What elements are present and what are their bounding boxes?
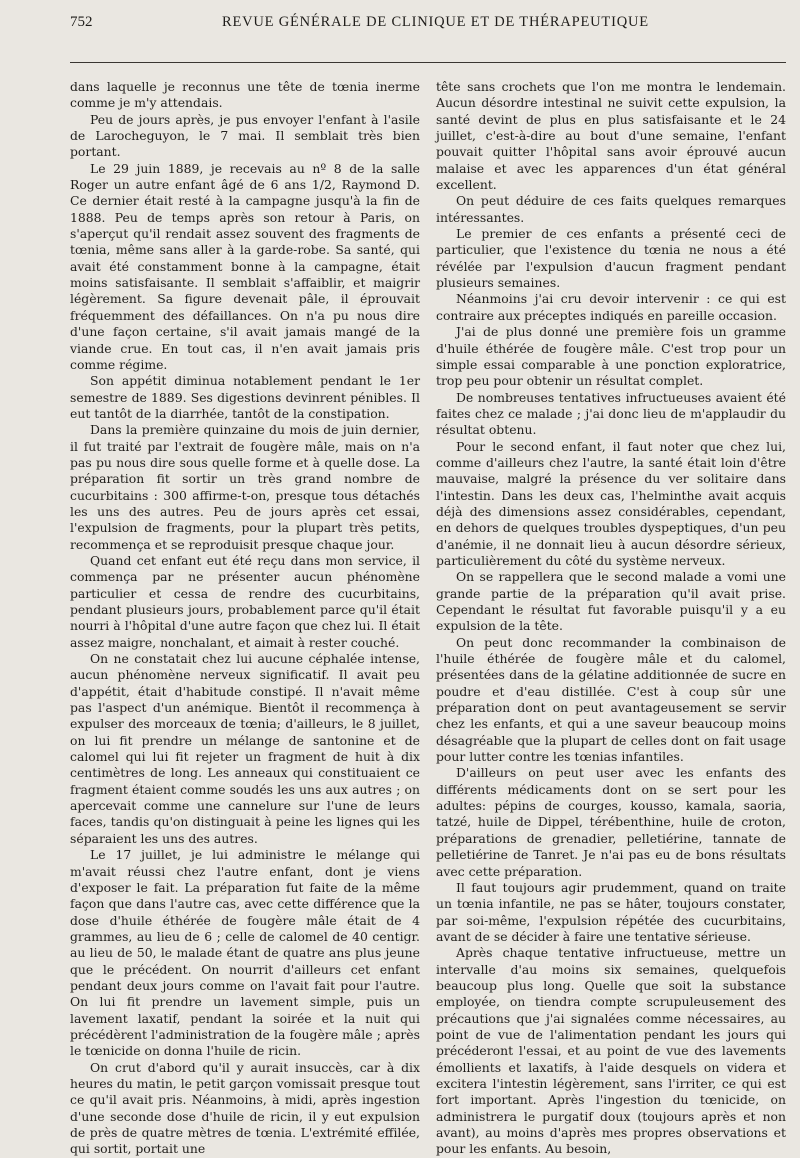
right-column bbox=[432, 79, 786, 1158]
paragraph: On peut déduire de ces faits quelques remarques intéressantes. bbox=[436, 193, 786, 225]
paragraph: Peu de jours après, je pus envoyer l'enfant à l'asile de Larocheguyon, le 7 mai. Il semblait très bien portant. bbox=[70, 111, 420, 160]
paragraph: Le 17 juillet, je lui administre le mélange qui m'avait réussi chez l'autre enfant, dont je viens d'exposer le fait. La préparation fut faite de la même façon que dans l'autre cas, avec cette différence que la dose d'huile éthérée de fougère mâle était de 4 grammes, au lieu de 6 ; celle de calomel de 40 centigr. au lieu de 50, le malade étant de quatre ans plus jeune que le précédent. On nourrit d'ailleurs cet enfant pendant deux jours comme on l'avait fait pour l'autre. On lui fit prendre un lavement simple, puis un lavement laxatif, pendant la soirée et la nuit qui précédèrent l'administration de la fougère mâle ; après le tœnicide on donna l'huile de ricin. bbox=[70, 847, 420, 1059]
paragraph: tête sans crochets que l'on me montra le lendemain. Aucun désordre intestinal ne suivit cette expulsion, la santé devint de plus en plus satisfaisante et le 24 juillet, c'est-à-dire au bout d'une semaine, l'enfant pouvait quitter l'hôpital sans avoir éprouvé aucun malaise et avec les apparences d'un état général excellent. bbox=[436, 79, 786, 193]
header-rule bbox=[70, 62, 786, 63]
paragraph: On se rappellera que le second malade a vomi une grande partie de la préparation qu'il avait prise. Cependant le résultat fut favorable puisqu'il y a eu expulsion de la tête. bbox=[436, 569, 786, 634]
paragraph: De nombreuses tentatives infructueuses avaient été faites chez ce malade ; j'ai donc lieu de m'applaudir du résultat obtenu. bbox=[436, 389, 786, 438]
paragraph: dans laquelle je reconnus une tête de tœnia inerme comme je m'y attendais. bbox=[70, 79, 420, 111]
paragraph: D'ailleurs on peut user avec les enfants des différents médicaments dont on se sert pour les adultes: pépins de courges, kousso, kamala, saoria, tatzé, huile de Dippel, térébenthine, huile de croton, préparations de grenadier, pelletiérine, tannate de pelletiérine de Tanret. Je n'ai pas eu de bons résultats avec cette préparation. bbox=[436, 765, 786, 879]
paragraph: Après chaque tentative infructueuse, mettre un intervalle d'au moins six semaines, quelquefois beaucoup plus long. Quelle que soit la substance employée, on tiendra compte scrupuleusement des précautions que j'ai signalées comme nécessaires, au point de vue de l'alimentation pendant les jours qui précéderont l'essai, et au point de vue des lavements émollients et laxatifs, à l'aide desquels on videra et excitera l'intestin légèrement, sans l'irriter, ce qui est fort important. Après l'ingestion du tœnicide, on administrera le purgatif doux (toujours après et non avant), au moins d'après mes propres observations et pour les enfants. Au besoin, bbox=[436, 945, 786, 1157]
paragraph: Il faut toujours agir prudemment, quand on traite un tœnia infantile, ne pas se hâter, toujours constater, par soi-même, l'expulsion répétée des cucurbitains, avant de se décider à faire une tentative sérieuse. bbox=[436, 879, 786, 944]
paragraph: Le premier de ces enfants a présenté ceci de particulier, que l'existence du tœnia ne nous a été révélée par l'expulsion d'aucun fragment pendant plusieurs semaines. bbox=[436, 226, 786, 291]
paragraph: J'ai de plus donné une première fois un gramme d'huile éthérée de fougère mâle. C'est trop pour un simple essai comparable à une ponction exploratrice, trop peu pour obtenir un résultat complet. bbox=[436, 324, 786, 389]
page-number: 752 bbox=[70, 14, 93, 30]
paragraph: Pour le second enfant, il faut noter que chez lui, comme d'ailleurs chez l'autre, la santé était loin d'être mauvaise, malgré la présence du ver solitaire dans l'intestin. Dans les deux cas, l'helminthe avait acquis déjà des dimensions assez considérables, cependant, en dehors de quelques troubles dyspeptiques, d'un peu d'anémie, il ne donnait lieu à aucun désordre sérieux, particulièrement du côté du système nerveux. bbox=[436, 438, 786, 568]
paragraph: Quand cet enfant eut été reçu dans mon service, il commença par ne présenter aucun phénomène particulier et cessa de rendre des cucurbitains, pendant plusieurs jours, probablement parce qu'il était nourri à l'hôpital d'une autre façon que chez lui. Il était assez maigre, nonchalant, et aimait à rester couché. bbox=[70, 552, 420, 650]
paragraph: Son appétit diminua notablement pendant le 1er semestre de 1889. Ses digestions devinrent pénibles. Il eut tantôt de la diarrhée, tantôt de la constipation. bbox=[70, 373, 420, 421]
left-column bbox=[70, 79, 432, 1158]
paragraph: On ne constatait chez lui aucune céphalée intense, aucun phénomène nerveux significatif. Il avait peu d'appétit, était d'habitude constipé. Il n'avait même pas l'aspect d'un anémique. Bientôt il recommença à expulser des morceaux de tœnia; d'ailleurs, le 8 juillet, on lui fit prendre un mélange de santonine et de calomel qui lui fit rejeter un fragment de huit à dix centimètres de long. Les anneaux qui constituaient ce fragment étaient comme soudés les uns aux autres ; on apercevait comme une cannelure sur l'une de leurs faces, tandis qu'on distinguait à peine les lignes qui les séparaient les uns des autres. bbox=[70, 651, 420, 846]
text-columns bbox=[70, 79, 786, 1158]
paragraph: Dans la première quinzaine du mois de juin dernier, il fut traité par l'extrait de fougère mâle, mais on n'a pas pu nous dire sous quelle forme et à quelle dose. La préparation fit sortir un très grand nombre de cucurbitains : 300 affirme-t-on, presque tous détachés les uns des autres. Peu de jours après cet essai, l'expulsion de fragments, pour la plupart très petits, recommença et se reproduisit presque chaque jour. bbox=[70, 422, 420, 552]
paragraph: On peut donc recommander la combinaison de l'huile éthérée de fougère mâle et du calomel, présentées dans de la gélatine additionnée de sucre en poudre et d'eau distillée. C'est à coup sûr une préparation dont on peut avantageusement se servir chez les enfants, et qui a une saveur beaucoup moins désagréable que la plupart de celles dont on fait usage pour lutter contre les tœnias infantiles. bbox=[436, 634, 786, 765]
paragraph: On crut d'abord qu'il y aurait insuccès, car à dix heures du matin, le petit garçon vomissait presque tout ce qu'il avait pris. Néanmoins, à midi, après ingestion d'une seconde dose d'huile de ricin, il y eut expulsion de près de quatre mètres de tœnia. L'extrémité effilée, qui sortit, portait une bbox=[70, 1059, 420, 1157]
running-title: REVUE GÉNÉRALE DE CLINIQUE ET DE THÉRAPEUTIQUE bbox=[222, 14, 649, 30]
paragraph: Le 29 juin 1889, je recevais au nº 8 de la salle Roger un autre enfant âgé de 6 ans 1/2, Raymond D. Ce dernier était resté à la campagne jusqu'à la fin de 1888. Peu de temps après son retour à Paris, on s'aperçut qu'il rendait assez souvent des fragments de tœnia, même sans aller à la garde-robe. Sa santé, qui avait été constamment bonne à la campagne, était moins satisfaisante. Il semblait s'affaiblir, et maigrir légèrement. Sa figure devenait pâle, il éprouvait fréquemment des défaillances. On n'a pu nous dire d'une façon certaine, s'il avait jamais mangé de la viande crue. En tout cas, il n'en avait jamais pris comme régime. bbox=[70, 160, 420, 372]
paragraph: Néanmoins j'ai cru devoir intervenir : ce qui est contraire aux préceptes indiqués en pareille occasion. bbox=[436, 291, 786, 323]
page-header bbox=[70, 14, 786, 40]
